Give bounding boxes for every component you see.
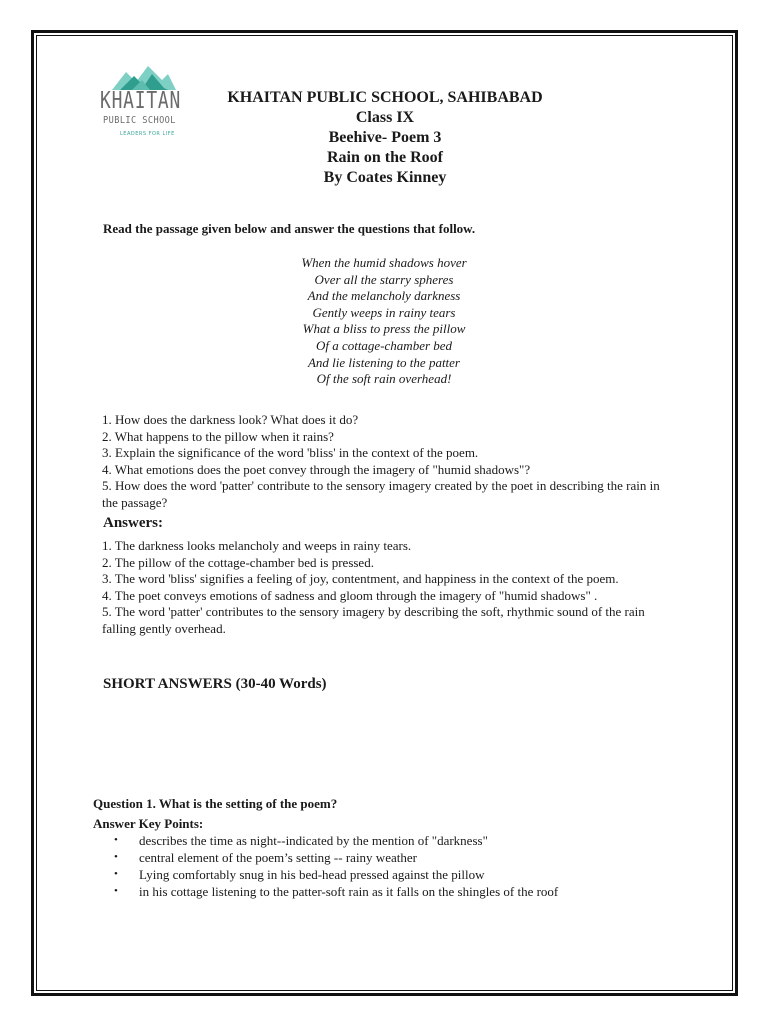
answer-key-label: Answer Key Points:	[93, 816, 204, 831]
logo-tagline: LEADERS FOR LIFE	[120, 131, 175, 137]
key-point-text: Lying comfortably snug in his bed-head pressed against the pillow	[139, 867, 485, 882]
key-points-list	[114, 832, 674, 900]
logo-subtitle: PUBLIC SCHOOL	[103, 115, 176, 126]
poem-line: Over all the starry spheres	[314, 271, 454, 287]
bullet-icon: •	[114, 868, 118, 880]
poem-line: Gently weeps in rainy tears	[312, 304, 456, 320]
answers-heading: Answers:	[103, 515, 163, 531]
bullet-icon: •	[114, 851, 118, 863]
question-item: 5. How does the word 'patter' contribute to the sensory imagery created by the poet in describing the rain in the passage?	[102, 478, 660, 510]
poem-line: When the humid shadows hover	[301, 255, 467, 270]
answer-item: 2. The pillow of the cottage-chamber bed is pressed.	[102, 554, 374, 570]
class-label: Class IX	[355, 109, 415, 126]
book-label: Beehive- Poem 3	[328, 129, 442, 146]
key-point-item	[114, 866, 674, 883]
question-1: Question 1. What is the setting of the poem?	[93, 796, 338, 811]
key-point-text: central element of the poem’s setting -- rainy weather	[139, 850, 417, 865]
poem-line: Of a cottage-chamber bed	[315, 337, 453, 353]
poem-line: And lie listening to the patter	[307, 354, 460, 370]
poem-line: What a bliss to press the pillow	[302, 321, 466, 337]
question-item: 3. Explain the significance of the word 'bliss' in the context of the poem.	[102, 445, 479, 461]
key-point-item	[114, 883, 674, 900]
answer-item: 4. The poet conveys emotions of sadness and gloom through the imagery of "humid shadows" .	[102, 587, 598, 603]
poem-title: Rain on the Roof	[326, 149, 443, 166]
school-name: KHAITAN PUBLIC SCHOOL, SAHIBABAD	[227, 89, 543, 106]
mountain-logo-icon	[112, 64, 176, 90]
short-answers-heading: SHORT ANSWERS (30-40 Words)	[103, 676, 327, 692]
logo-wordmark: KHAITAN	[100, 88, 182, 114]
answer-item: 1. The darkness looks melancholy and weeps in rainy tears.	[102, 538, 412, 553]
poem-passage	[234, 255, 534, 388]
school-logo	[100, 64, 188, 144]
poem-line: And the melancholy darkness	[307, 288, 461, 304]
document-header	[180, 88, 590, 188]
instruction-text: Read the passage given below and answer the questions that follow.	[103, 221, 476, 236]
key-point-text: describes the time as night--indicated by the mention of "darkness"	[139, 833, 488, 848]
question-list	[102, 412, 662, 512]
key-point-text: in his cottage listening to the patter-soft rain as it falls on the shingles of the roof	[139, 884, 559, 899]
poem-line: Of the soft rain overhead!	[316, 371, 452, 387]
answer-list	[102, 538, 662, 638]
answer-item: 5. The word 'patter' contributes to the sensory imagery by describing the soft, rhythmic sound of the rain falling gently overhead.	[102, 604, 645, 636]
question-item: 2. What happens to the pillow when it rains?	[102, 428, 334, 444]
key-point-item	[114, 832, 674, 849]
key-point-item	[114, 849, 674, 866]
poem-author: By Coates Kinney	[323, 169, 447, 186]
question-item: 1. How does the darkness look? What does it do?	[102, 412, 359, 427]
bullet-icon: •	[114, 885, 118, 897]
question-item: 4. What emotions does the poet convey through the imagery of "humid shadows"?	[102, 461, 531, 477]
bullet-icon: •	[114, 834, 118, 846]
answer-item: 3. The word 'bliss' signifies a feeling of joy, contentment, and happiness in the context of the poem.	[102, 571, 619, 587]
